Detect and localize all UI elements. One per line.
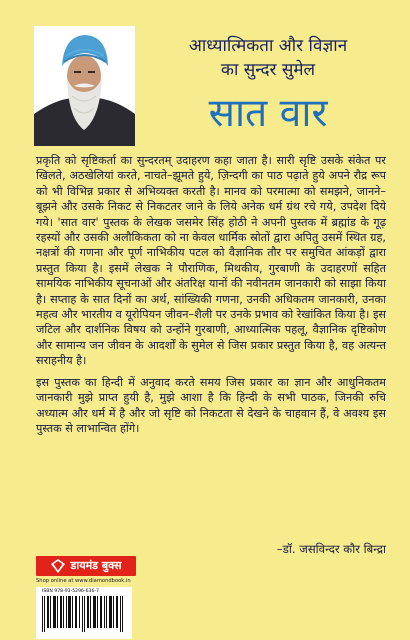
publisher-name: डायमंड बुक्स (70, 559, 122, 572)
blurb-paragraph-2: इस पुस्तक का हिन्दी में अनुवाद करते समय जिस प्रकार का ज्ञान और आधुनिकतम जानकारी मुझे प्राप्त हुयी है, मुझे आशा है कि हिन्दी के सभी पाठक, जिनकी रुचि अध्यात्म और धर्म में है और जो सृष्टि को निकटता से देखने के चाहवान हैं, वे अवश्य इस पुस्तक से लाभान्वित होंगे। (36, 375, 386, 435)
diamond-icon (50, 558, 66, 574)
translator-signature: –डॉ. जसविन्दर कौर बिन्द्रा (276, 542, 386, 556)
barcode-bars (42, 596, 126, 636)
blurb-paragraph-1: प्रकृति को सृष्टिकर्ता का सुन्दरतम् उदाहरण कहा जाता है। सारी सृष्टि उसके संकेत पर खिलते, अठखेलियां करते, नाचते–झूमते हुये, ज़िन्दगी का पाठ पढ़ाते हुये अपने रौद्र रूप को भी विभिन्न प्रकार से अभिव्यक्त करती है। मानव को परमात्मा को समझने, जानने–बूझने और उसके निकट से निकटतर जाने के लिये अनेक धर्म ग्रंथ रचे गये, उपदेश दिये गये। 'सात वार' पुस्तक के लेखक जसमेर सिंह होठी ने अपनी पुस्तक में ब्रह्मांड के गूढ़ रहस्यों और उसकी अलौकिकता को ना केवल धार्मिक स्रोतों द्वारा अपितु उसमें स्थित ग्रह, नक्षत्रों की गणना और पूर्ण नाभिकीय पटल को वैज्ञानिक तौर पर समुचित आंकड़ों द्वारा प्रस्तुत किया है। इसमें लेखक ने पौराणिक, मिथकीय, गुरबाणी के उदाहरणों सहित सामयिक नाभिकीय सूचनाओं और अंतरिक्ष यानों की नवीनतम जानकारी को साझा किया है। सप्ताह के सात दिनों का अर्थ, सांख्यिकी गणना, उनकी अधिकतम जानकारी, उनका महत्व और भारतीय व यूरोपियन जीवन–शैली पर उनके प्रभाव को रेखांकित किया है। इस जटिल और दार्शनिक विषय को उन्होंने गुरबाणी, आध्यात्मिक पहलू, वैज्ञानिक दृष्टिकोण और सामान्य जन जीवन के आदर्शों के सुमेल से जिस प्रकार प्रस्तुत किया है, वह अत्यन्त सराहनीय है। (36, 154, 386, 368)
barcode (36, 587, 132, 639)
isbn-text: ISBN 978-93-5296-636-7 (42, 589, 99, 594)
blurb (36, 153, 386, 442)
subtitle (140, 34, 396, 82)
publisher-logo (36, 556, 136, 576)
shop-online-text: Shop online at www.diamondbook.in (36, 578, 131, 584)
book-title: सात वार (208, 91, 328, 136)
author-photo (34, 26, 135, 146)
subtitle-line-2: का सुन्दर सुमेल (220, 60, 316, 80)
subtitle-line-1: आध्यात्मिकता और विज्ञान (188, 36, 348, 56)
